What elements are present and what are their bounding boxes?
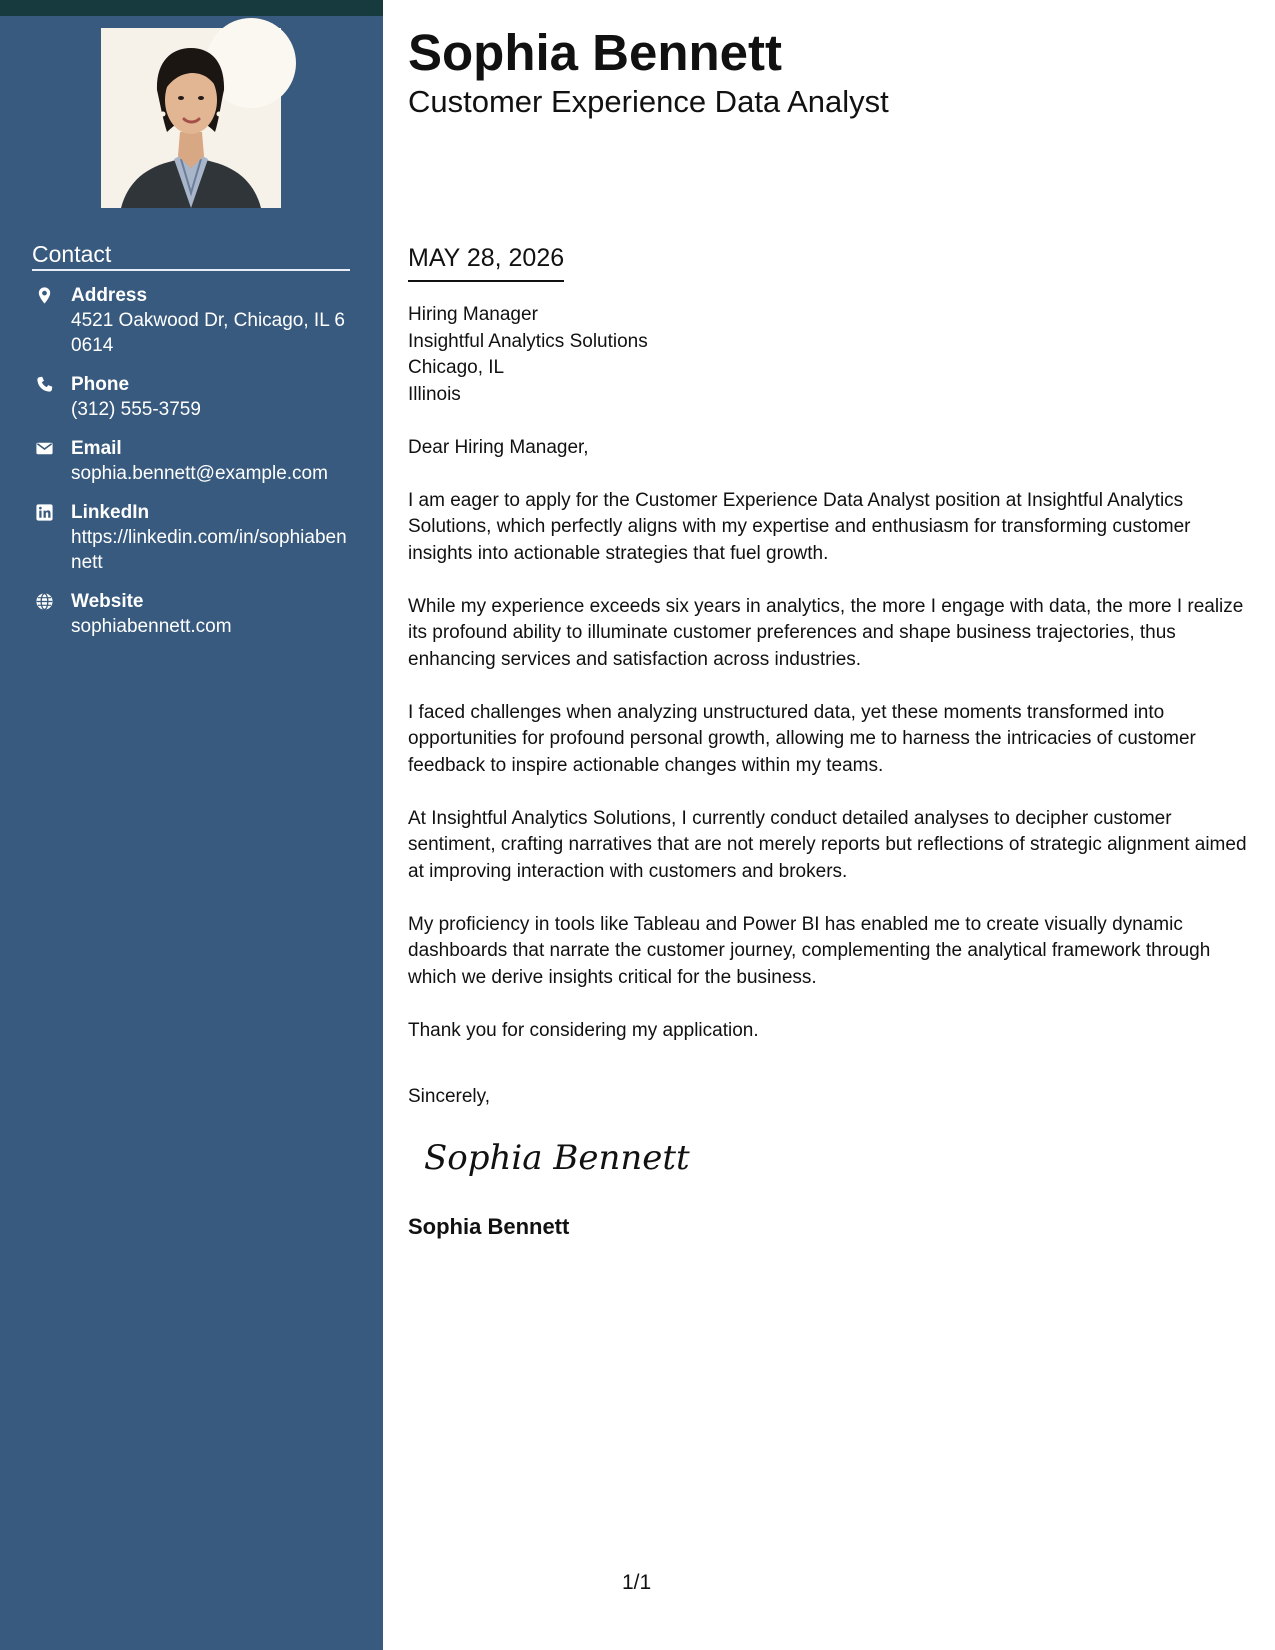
page-number: 1/1 [622, 1571, 652, 1594]
letter-paragraph: While my experience exceeds six years in analytics, the more I engage with data, the more I realize its profound ability to illuminate customer preferences and shape business trajectories, thus enhancing services and satisfaction across industries. [408, 595, 1244, 670]
map-pin-icon [35, 286, 54, 305]
avatar [101, 28, 281, 208]
linkedin-icon [35, 503, 54, 522]
phone-icon [35, 375, 54, 394]
closing: Sincerely, [408, 1086, 491, 1107]
sidebar-top-bar [0, 0, 383, 16]
contact-value: sophia.bennett@example.com [71, 463, 328, 484]
contact-label: Address [71, 285, 148, 306]
contact-website [32, 590, 350, 639]
recipient-line: Hiring Manager [408, 304, 538, 325]
letter-paragraph: I am eager to apply for the Customer Experience Data Analyst position at Insightful Analytics Solutions, which perfectly aligns with my expertise and enthusiasm for transforming customer insights into actionable strategies that fuel growth. [408, 489, 1191, 564]
job-title: Customer Experience Data Analyst [408, 84, 889, 119]
contact-value[interactable]: https://linkedin.com/in/sophiabennett [71, 527, 347, 573]
page-title: Sophia Bennett [408, 24, 783, 81]
profile-photo [101, 28, 281, 208]
letter-body [408, 302, 1253, 1241]
signed-name: Sophia Bennett [408, 1213, 570, 1239]
contact-label: Website [71, 591, 144, 612]
recipient-line: Insightful Analytics Solutions [408, 330, 648, 352]
svg-text:Sophia Bennett: Sophia Bennett [424, 1137, 690, 1178]
contact-label: LinkedIn [71, 502, 150, 523]
contact-value[interactable]: sophiabennett.com [71, 616, 232, 637]
envelope-icon [35, 439, 54, 458]
closing-thanks: Thank you for considering my application. [408, 1019, 759, 1041]
contact-heading: Contact [32, 239, 350, 271]
contact-linkedin [32, 501, 350, 575]
sidebar [0, 0, 383, 1650]
letter-paragraph: My proficiency in tools like Tableau and Power BI has enabled me to create visually dynamic dashboards that narrate the customer journey, complementing the analytical framework through which we derive insights critical for the business. [408, 913, 1211, 988]
contact-phone [32, 373, 350, 422]
handwritten-signature [420, 1129, 690, 1187]
contact-label: Email [71, 438, 122, 459]
letter-paragraph: At Insightful Analytics Solutions, I currently conduct detailed analyses to decipher customer sentiment, crafting narratives that are not merely reports but reflections of strategic alignment aimed at improving interaction with customers and brokers. [408, 807, 1247, 882]
globe-icon [35, 592, 54, 611]
salutation: Dear Hiring Manager, [408, 436, 589, 458]
contact-label: Phone [71, 374, 130, 395]
recipient-line: Illinois [408, 383, 461, 405]
contact-value: (312) 555-3759 [71, 399, 201, 420]
letter-paragraph: I faced challenges when analyzing unstructured data, yet these moments transformed into opportunities for profound personal growth, allowing me to harness the intricacies of customer feedback to inspire actionable changes within my teams. [408, 701, 1196, 776]
recipient-line: Chicago, IL [408, 357, 505, 378]
letter-date: MAY 28, 2026 [408, 243, 564, 282]
contact-value: 4521 Oakwood Dr, Chicago, IL 60614 [71, 310, 345, 356]
recipient-block [408, 302, 1253, 408]
contact-email [32, 437, 350, 486]
contact-list [32, 284, 350, 654]
contact-address [32, 284, 350, 358]
